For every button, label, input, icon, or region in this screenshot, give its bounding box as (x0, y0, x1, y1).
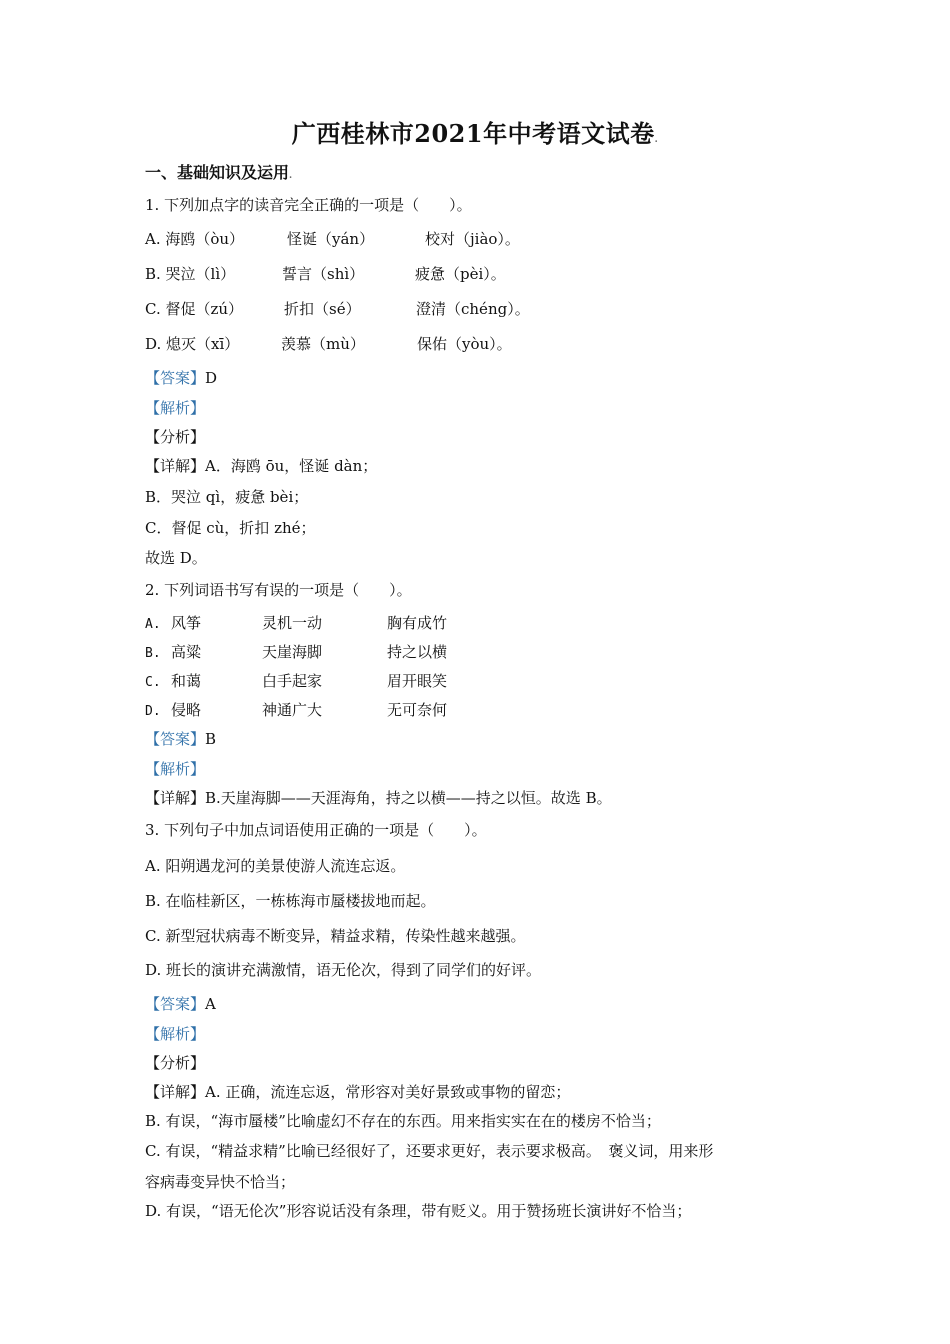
q2-explain: 【解析】 (145, 760, 206, 778)
q1-analysis: 【分析】 (145, 428, 206, 446)
q3-detail-line: D. 有误，“语无伦次”形容说话没有条理，带有贬义。用于赞扬班长演讲好不恰当； (145, 1202, 692, 1220)
q2-answer: 【答案】B (145, 730, 217, 748)
q1-stem: 1. 下列加点字的读音完全正确的一项是（ ）。 (145, 196, 472, 214)
q1-option-a: A. 海鸥（òu） 怪诞（yán） 校对（jiào）。 (145, 230, 520, 248)
section-heading: 一、基础知识及运用. (145, 163, 293, 182)
q3-detail-line: 容病毒变异快不恰当； (145, 1173, 296, 1191)
q3-analysis: 【分析】 (145, 1054, 206, 1072)
q3-option-b: B. 在临桂新区，一栋栋海市蜃楼拔地而起。 (145, 892, 436, 910)
q3-option-a: A. 阳朔遇龙河的美景使游人流连忘返。 (145, 857, 406, 875)
q3-detail-line: C. 有误，“精益求精”比喻已经很好了，还要求更好，表示要求极高。 褒义词，用来形 (145, 1142, 714, 1160)
q1-option-d: D. 熄灭（xī） 羡慕（mù） 保佑（yòu）。 (145, 335, 512, 353)
q2-option-d: D. 侵略 神通广大 无可奈何 (145, 701, 448, 719)
q3-detail: 【详解】A. 正确，流连忘返，常形容对美好景致或事物的留恋； (145, 1083, 571, 1101)
q3-stem: 3. 下列句子中加点词语使用正确的一项是（ ）。 (145, 821, 487, 839)
q2-option-a: A. 风筝 灵机一动 胸有成竹 (145, 614, 448, 632)
q1-detail-line: 故选 D。 (145, 549, 207, 567)
q1-option-c: C. 督促（zú） 折扣（sé） 澄清（chéng）。 (145, 300, 530, 318)
q1-answer: 【答案】D (145, 369, 218, 387)
q1-detail-line: C．督促 cù，折扣 zhé； (145, 519, 316, 537)
q1-detail: 【详解】A．海鸥 ōu，怪诞 dàn； (145, 457, 378, 475)
q3-answer: 【答案】A (145, 995, 216, 1013)
q3-explain: 【解析】 (145, 1025, 206, 1043)
q3-option-c: C. 新型冠状病毒不断变异，精益求精，传染性越来越强。 (145, 927, 526, 945)
q1-option-b: B. 哭泣（lì） 誓言（shì） 疲惫（pèi）。 (145, 265, 506, 283)
q3-detail-line: B. 有误，“海市蜃楼”比喻虚幻不存在的东西。用来指实实在在的楼房不恰当； (145, 1112, 661, 1130)
page-title: 广西桂林市2021年中考语文试卷. (291, 119, 659, 148)
q2-option-c: C. 和蔼 白手起家 眉开眼笑 (145, 672, 448, 690)
q2-detail: 【详解】B.天崖海脚——天涯海角，持之以横——持之以恒。故选 B。 (145, 789, 612, 807)
q3-option-d: D. 班长的演讲充满激情，语无伦次，得到了同学们的好评。 (145, 961, 542, 979)
q1-detail-line: B．哭泣 qì，疲惫 bèi； (145, 488, 309, 506)
q2-stem: 2. 下列词语书写有误的一项是（ ）。 (145, 581, 412, 599)
q1-explain: 【解析】 (145, 399, 206, 417)
q2-option-b: B. 高粱 天崖海脚 持之以横 (145, 643, 448, 661)
